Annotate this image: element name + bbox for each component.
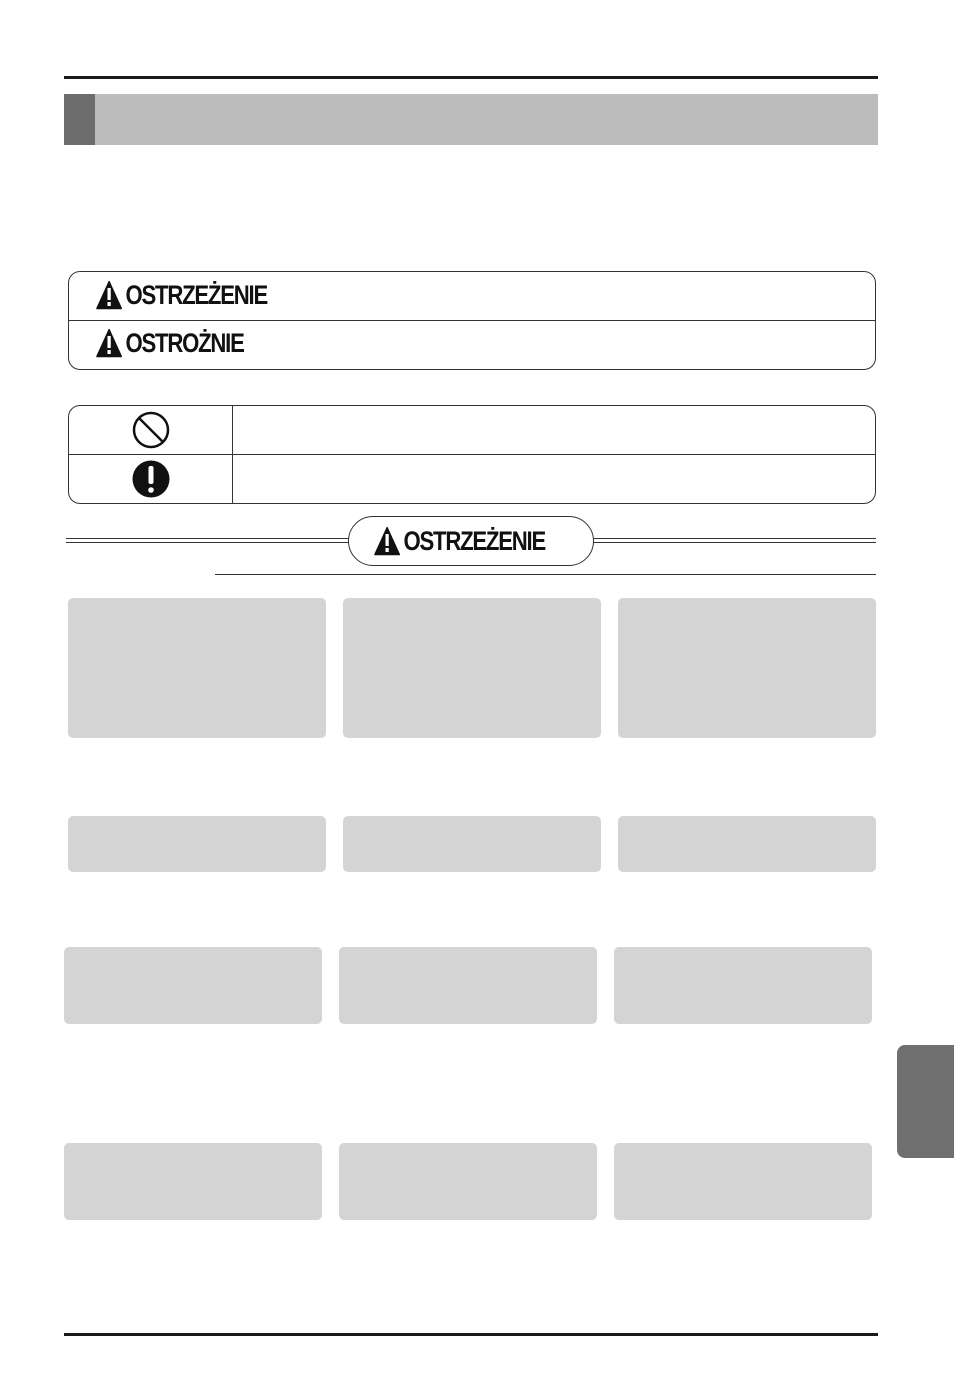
illustration-panel [68, 598, 326, 738]
illustration-panel [339, 1143, 597, 1220]
illustration-panel [64, 1143, 322, 1220]
illustration-panel [618, 816, 876, 872]
exclamation-icon [131, 459, 171, 499]
heading-rule-left [66, 538, 349, 543]
illustration-panel [614, 947, 872, 1024]
caution-label: OSTROŻNIE [125, 327, 244, 358]
warning-triangle-icon [96, 280, 122, 310]
section-header-tab [64, 94, 95, 145]
illustration-panel [64, 947, 322, 1024]
symbol-divider [69, 454, 875, 455]
top-rule [64, 76, 878, 79]
bottom-rule [64, 1333, 878, 1336]
language-side-tab [897, 1045, 954, 1158]
caution-triangle-icon [96, 328, 122, 358]
illustration-panel [343, 816, 601, 872]
subsection-rule [215, 574, 876, 575]
symbol-legend-box [68, 405, 876, 504]
section-warning [374, 525, 545, 557]
warning-label: OSTRZEŻENIE [125, 279, 267, 310]
symbol-column-divider [232, 406, 233, 503]
illustration-panel [343, 598, 601, 738]
illustration-panel [339, 947, 597, 1024]
warning-heading-label: OSTRZEŻENIE [403, 525, 545, 556]
prohibition-icon [131, 410, 171, 450]
warning-triangle-icon [374, 526, 400, 556]
section-header-bar [64, 94, 878, 145]
legend-warning [96, 279, 267, 311]
illustration-panel [614, 1143, 872, 1220]
legend-divider [69, 320, 875, 321]
legend-caution [96, 327, 244, 359]
illustration-panel [618, 598, 876, 738]
heading-rule-right [593, 538, 876, 543]
illustration-panel [68, 816, 326, 872]
